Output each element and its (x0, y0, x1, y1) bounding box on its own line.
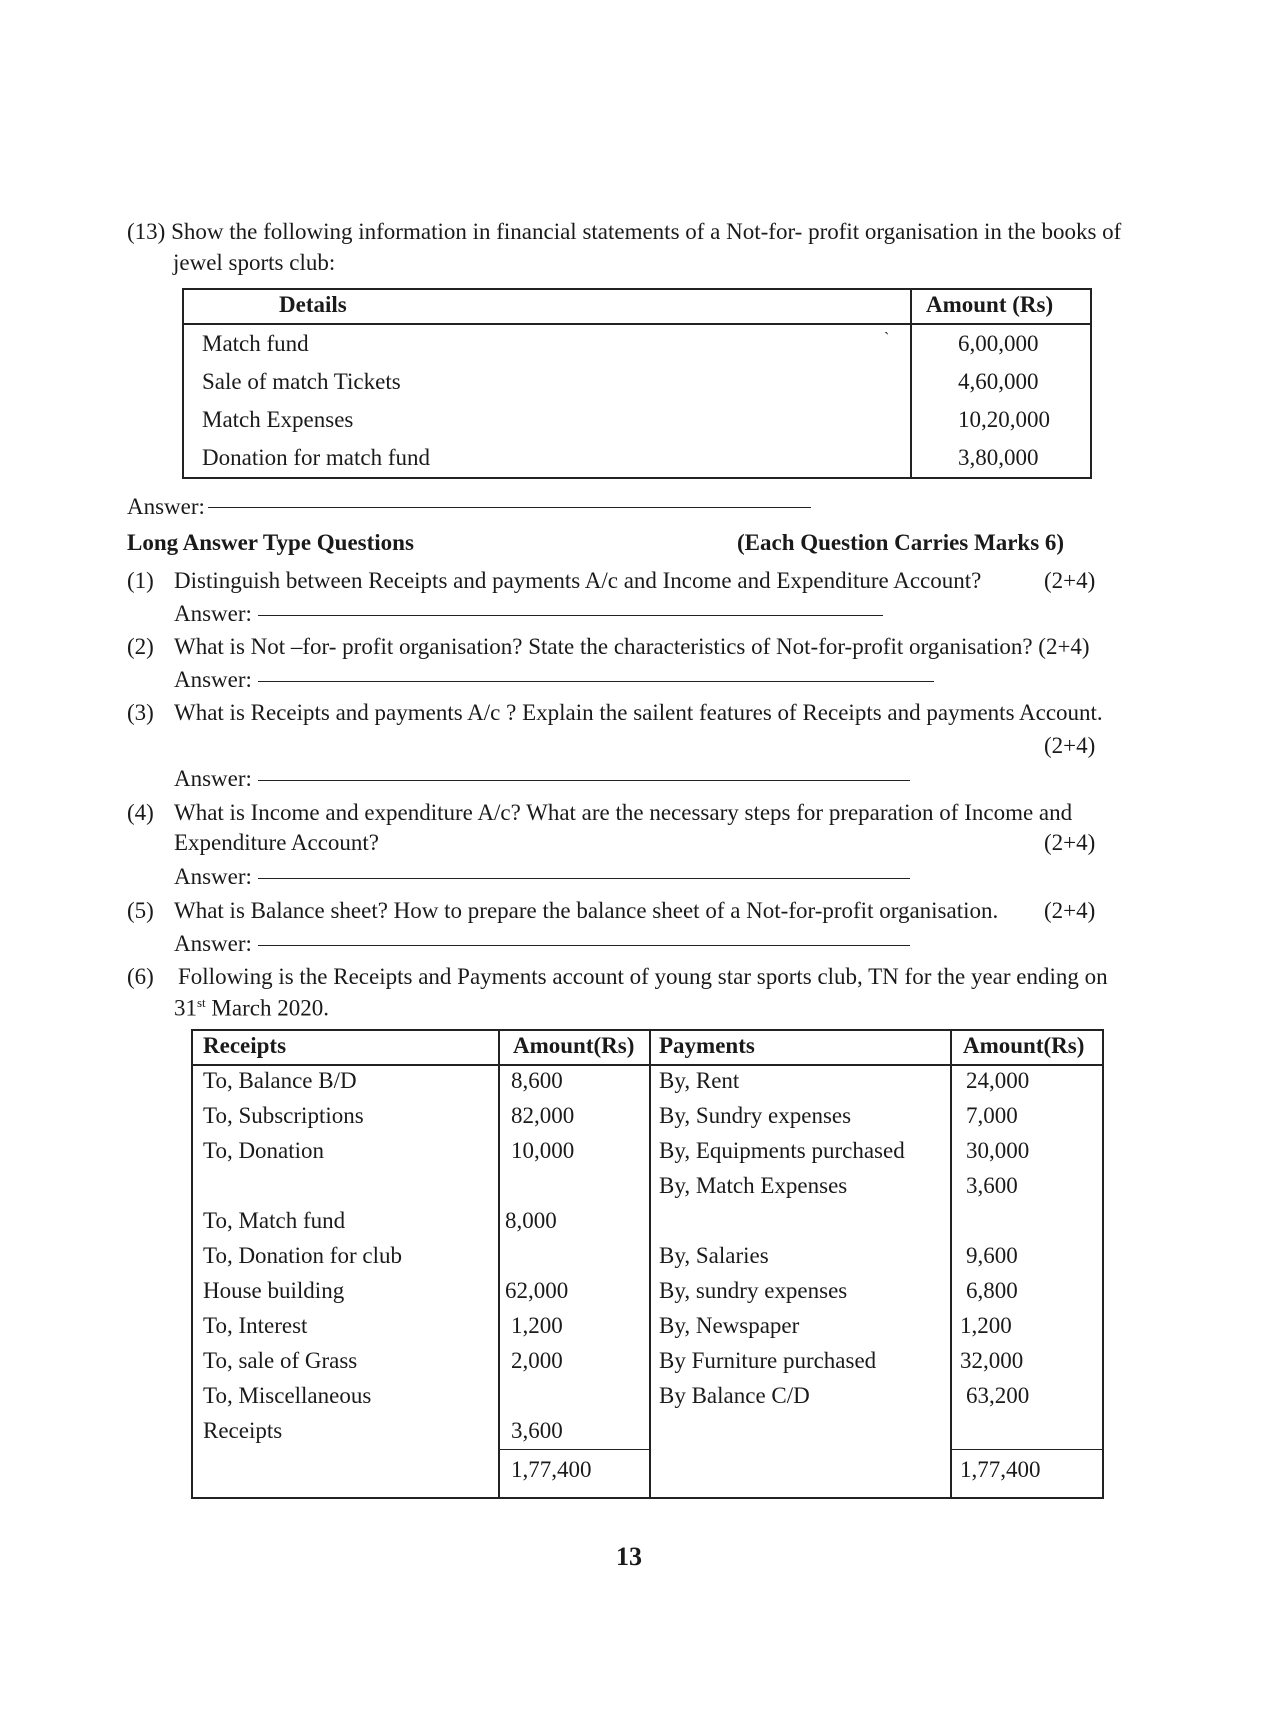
receipt-amount: 10,000 (511, 1138, 575, 1163)
question-13-line1: (13) Show the following information in financial statements of a Not-for- profit organisation in the books of (127, 219, 1122, 244)
table-row-detail: Match Expenses (202, 407, 354, 432)
question-number: (5) (127, 898, 154, 923)
question-text: What is Balance sheet? How to prepare the balance sheet of a Not-for-profit organisation. (174, 898, 999, 923)
payment-label: By, Equipments purchased (659, 1138, 905, 1163)
question-marks: (2+4) (1044, 568, 1096, 593)
payment-label: By, Match Expenses (659, 1173, 848, 1198)
receipt-amount: 8,600 (511, 1068, 563, 1093)
receipt-amount: 2,000 (511, 1348, 563, 1373)
question-text: Distinguish between Receipts and payments A/c and Income and Expenditure Account? (174, 568, 982, 593)
answer-line (258, 681, 934, 682)
question-marks: (2+4) (1044, 733, 1096, 758)
table-row-detail: Sale of match Tickets (202, 369, 401, 394)
payment-label: By Furniture purchased (659, 1348, 877, 1373)
payment-amount: 63,200 (966, 1383, 1030, 1408)
question-text-line2: 31st March 2020. (174, 995, 329, 1021)
payment-amount: 24,000 (966, 1068, 1030, 1093)
payment-amount: 32,000 (960, 1348, 1024, 1373)
payment-amount: 6,800 (966, 1278, 1018, 1303)
receipt-label: To, Subscriptions (203, 1103, 364, 1128)
payment-label: By, Salaries (659, 1243, 769, 1268)
payments-amount-header: Amount(Rs) (963, 1033, 1085, 1058)
receipt-label: To, sale of Grass (203, 1348, 358, 1373)
table-row-amount: 4,60,000 (958, 369, 1039, 394)
question-text: What is Receipts and payments A/c ? Explain the sailent features of Receipts and payments Account. (174, 700, 1103, 725)
payment-amount: 1,200 (960, 1313, 1012, 1338)
question-text-line1: What is Income and expenditure A/c? What are the necessary steps for preparation of Income and (174, 800, 1073, 825)
question-number: (3) (127, 700, 154, 725)
table-row-amount: 3,80,000 (958, 445, 1039, 470)
receipt-amount: 8,000 (505, 1208, 557, 1233)
answer-line (208, 507, 811, 508)
section-title: Long Answer Type Questions (127, 530, 414, 555)
payment-label: By, Newspaper (659, 1313, 800, 1338)
question-number: (1) (127, 568, 154, 593)
answer-label: Answer: (174, 766, 252, 791)
payment-label: By, Sundry expenses (659, 1103, 852, 1128)
table-row-amount: 10,20,000 (958, 407, 1050, 432)
question-number: (6) (127, 964, 154, 989)
receipts-amount-header: Amount(Rs) (513, 1033, 635, 1058)
question-text-line2: Expenditure Account? (174, 830, 380, 855)
q13-answer-label: Answer: (127, 494, 205, 519)
table-row-detail: Match fund (202, 331, 309, 356)
question-13-line2: jewel sports club: (173, 250, 336, 275)
receipts-total: 1,77,400 (511, 1457, 592, 1482)
receipt-amount: 1,200 (511, 1313, 563, 1338)
answer-line (258, 945, 910, 946)
table-row-amount: 6,00,000 (958, 331, 1039, 356)
section-marks-note: (Each Question Carries Marks 6) (737, 530, 1065, 555)
receipt-amount: 82,000 (511, 1103, 575, 1128)
question-number: (4) (127, 800, 154, 825)
receipt-label: To, Interest (203, 1313, 308, 1338)
answer-label: Answer: (174, 931, 252, 956)
answer-label: Answer: (174, 667, 252, 692)
question-number: (2) (127, 634, 154, 659)
answer-line (258, 878, 910, 879)
answer-label: Answer: (174, 601, 252, 626)
receipt-label: To, Donation (203, 1138, 325, 1163)
receipt-label: To, Balance B/D (203, 1068, 357, 1093)
receipt-label: To, Match fund (203, 1208, 346, 1233)
payments-header: Payments (659, 1033, 755, 1058)
page-number: 13 (616, 1542, 642, 1571)
receipt-label: House building (203, 1278, 345, 1303)
details-table (182, 288, 1092, 479)
payment-amount: 30,000 (966, 1138, 1030, 1163)
payment-label: By, Rent (659, 1068, 740, 1093)
question-text-line1: Following is the Receipts and Payments account of young star sports club, TN for the year ending on (178, 964, 1108, 989)
question-marks: (2+4) (1044, 898, 1096, 923)
amount-header: Amount (Rs) (926, 292, 1054, 317)
question-marks: (2+4) (1044, 830, 1096, 855)
answer-line (258, 780, 910, 781)
answer-label: Answer: (174, 864, 252, 889)
details-header: Details (279, 292, 347, 317)
receipts-payments-table (191, 1029, 1104, 1499)
payment-amount: 9,600 (966, 1243, 1018, 1268)
payment-amount: 3,600 (966, 1173, 1018, 1198)
payment-label: By, sundry expenses (659, 1278, 848, 1303)
question-text: What is Not –for- profit organisation? State the characteristics of Not-for-profit organisation? (2+4) (174, 634, 1090, 659)
receipt-amount: 3,600 (511, 1418, 563, 1443)
receipt-amount: 62,000 (505, 1278, 569, 1303)
receipt-label: To, Donation for club (203, 1243, 402, 1268)
payment-amount: 7,000 (966, 1103, 1018, 1128)
payment-label: By Balance C/D (659, 1383, 810, 1408)
receipt-label: To, Miscellaneous (203, 1383, 372, 1408)
stray-mark: ` (884, 330, 890, 347)
answer-line (258, 615, 883, 616)
payments-total: 1,77,400 (960, 1457, 1041, 1482)
receipt-label: Receipts (203, 1418, 283, 1443)
table-row-detail: Donation for match fund (202, 445, 431, 470)
receipts-header: Receipts (203, 1033, 287, 1058)
